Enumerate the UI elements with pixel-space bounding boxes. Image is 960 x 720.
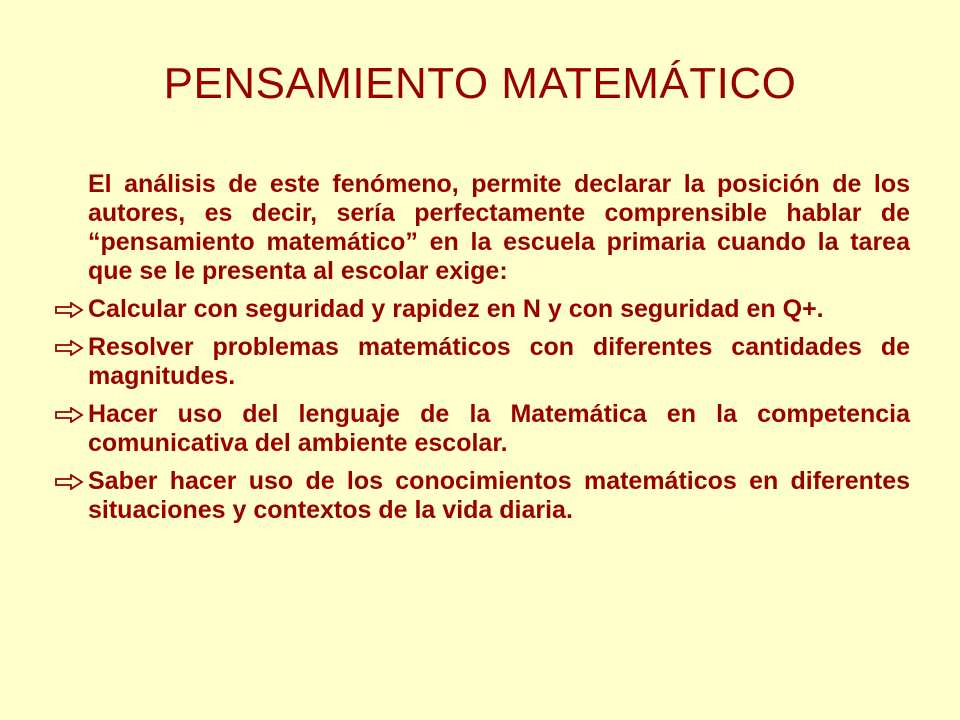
bullet-text: Hacer uso del lenguaje de la Matemática en la competencia comunicativa del ambiente escolar. — [88, 400, 910, 457]
slide-body — [54, 170, 910, 534]
bullet-text: Saber hacer uso de los conocimientos matemáticos en diferentes situaciones y contextos de la vida diaria. — [88, 467, 910, 524]
hollow-right-arrow-icon — [54, 467, 88, 496]
bullet-text: Resolver problemas matemáticos con diferentes cantidades de magnitudes. — [88, 333, 910, 390]
bullet-item — [54, 295, 910, 324]
bullet-item — [54, 400, 910, 458]
slide-title: PENSAMIENTO MATEMÁTICO — [163, 59, 797, 108]
hollow-right-arrow-icon — [54, 400, 88, 429]
hollow-right-arrow-icon — [54, 295, 88, 324]
hollow-right-arrow-icon — [54, 333, 88, 362]
intro-paragraph: El análisis de este fenómeno, permite declarar la posición de los autores, es decir, sería perfectamente comprensible hablar de “pensamiento matemático” en la escuela primaria cuando la tarea que se le presenta al escolar exige: — [88, 170, 910, 285]
bullet-item — [54, 467, 910, 525]
bullet-list — [54, 295, 910, 525]
bullet-item — [54, 333, 910, 391]
bullet-text: Calcular con seguridad y rapidez en N y con seguridad en Q+. — [88, 295, 824, 323]
